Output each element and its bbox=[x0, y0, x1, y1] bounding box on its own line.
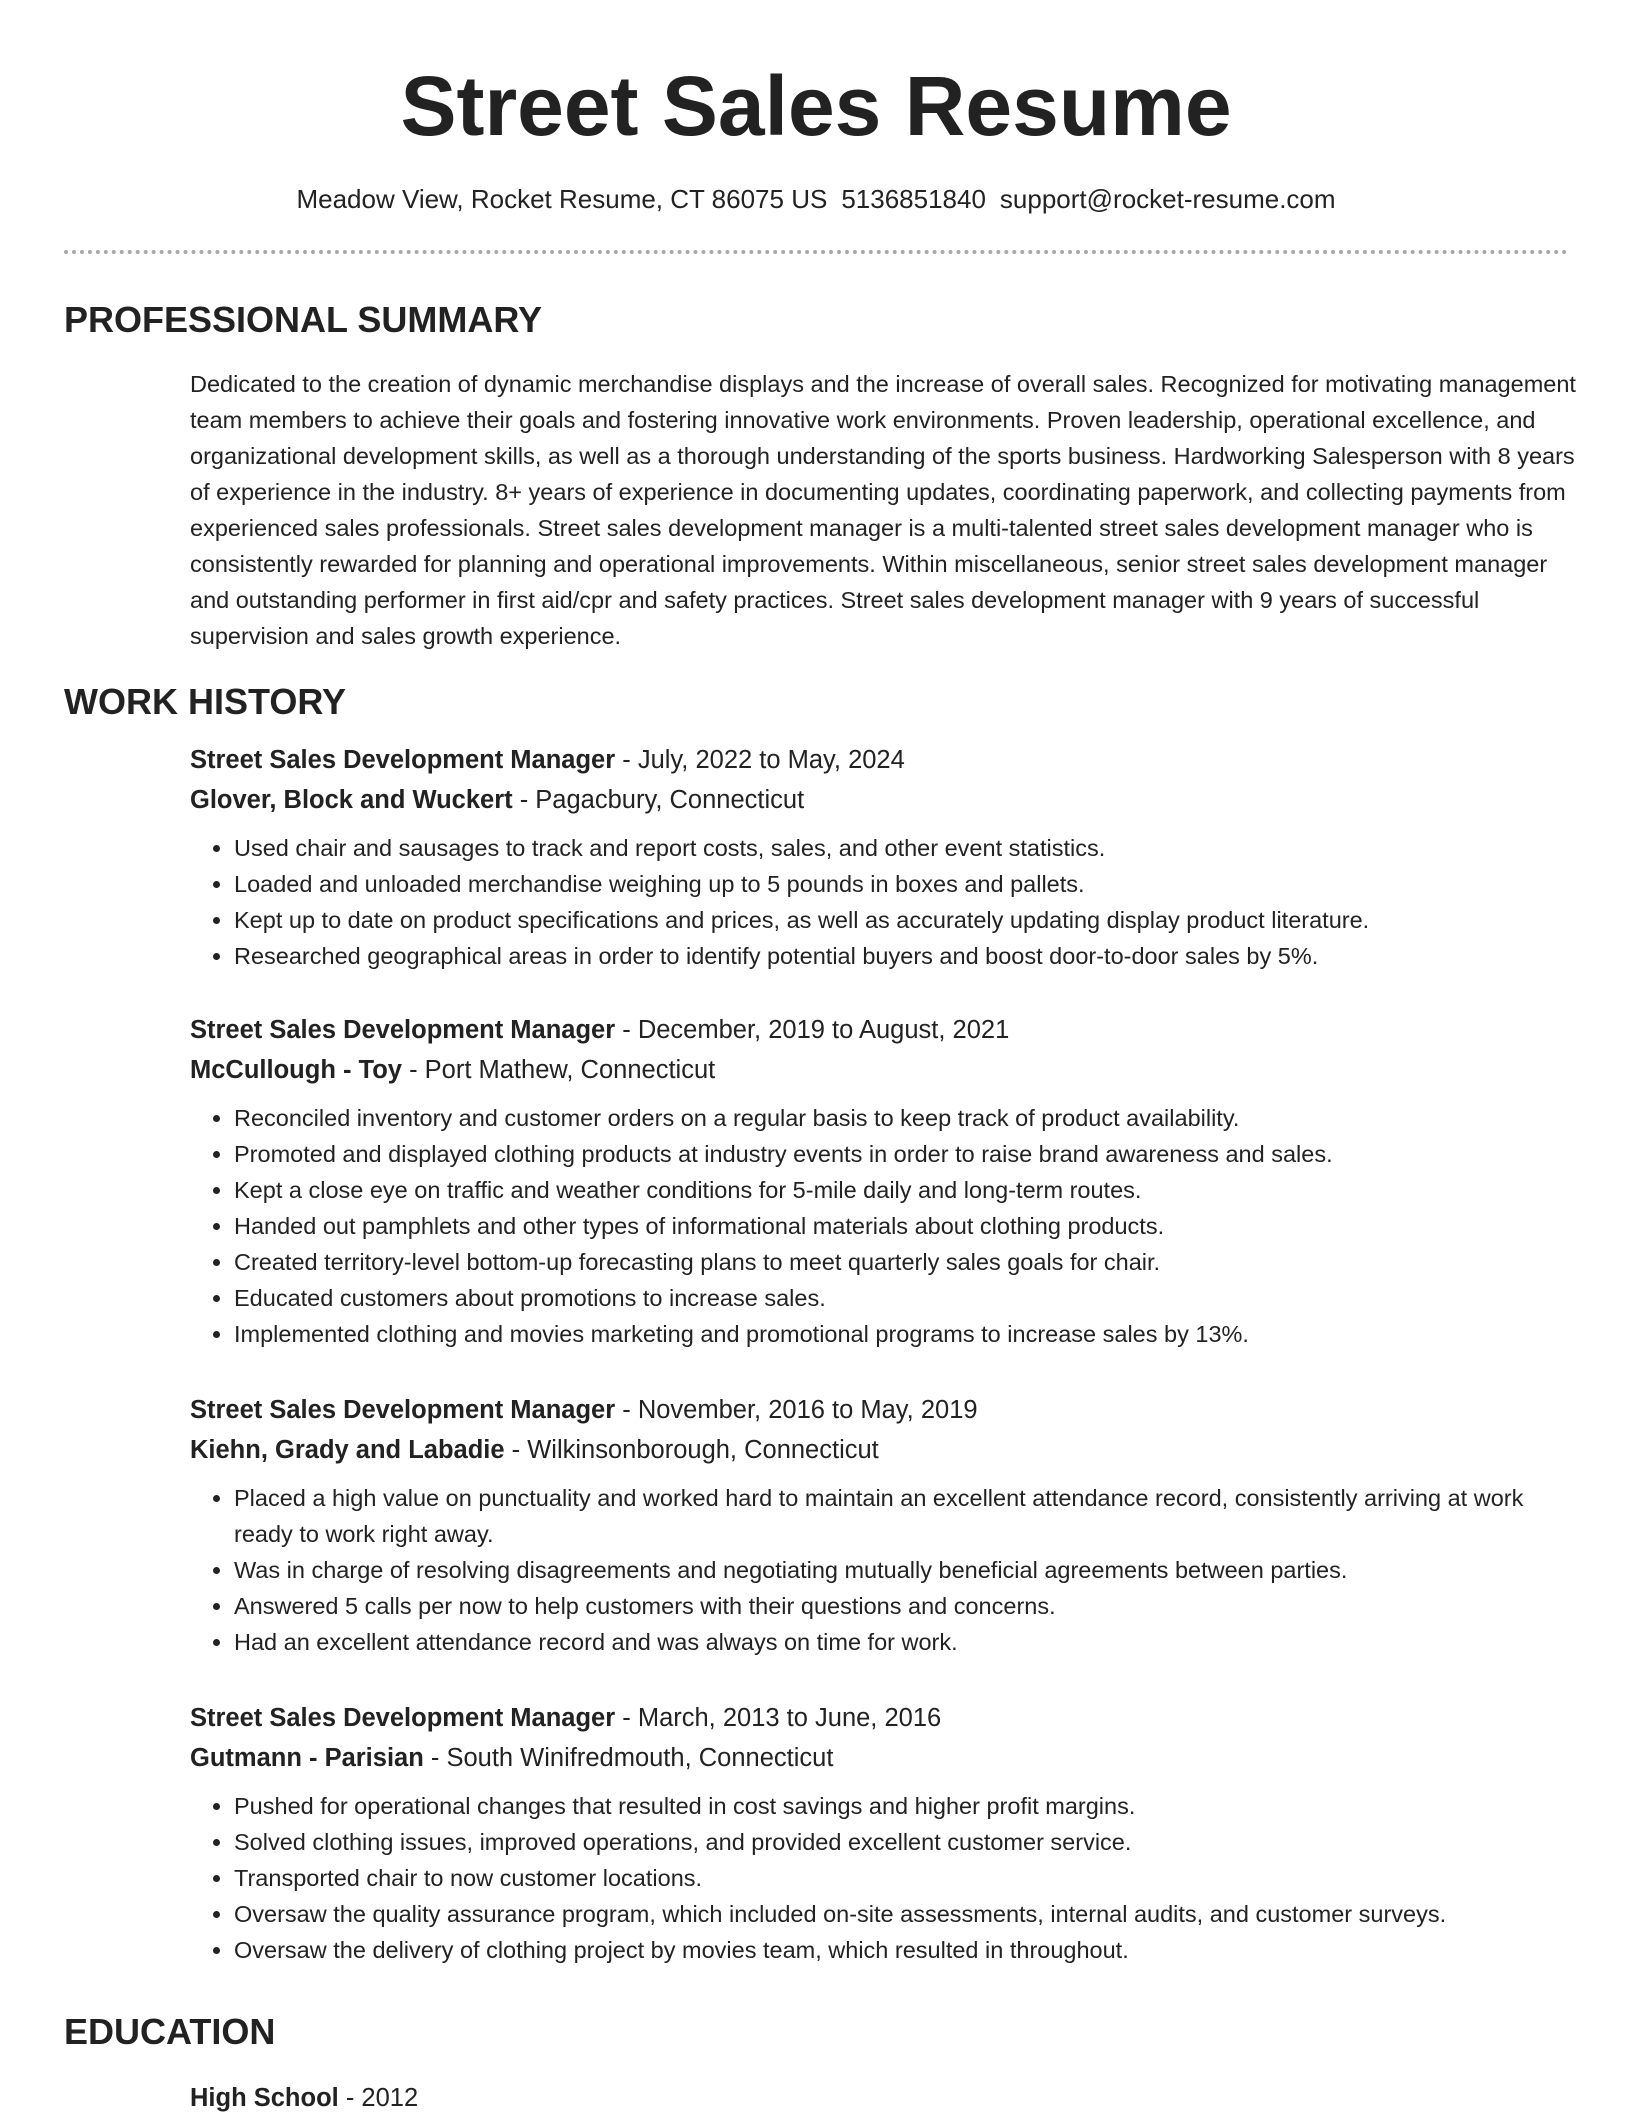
job-bullet: • Transported chair to now customer locations. bbox=[234, 1860, 1580, 1896]
job-bullet: • Oversaw the delivery of clothing project by movies team, which resulted in throughout. bbox=[234, 1932, 1580, 1968]
job-bullet: • Educated customers about promotions to increase sales. bbox=[234, 1280, 1580, 1316]
job-location: - South Winifredmouth, Connecticut bbox=[423, 1744, 834, 1772]
job-bullet: • Researched geographical areas in order to identify potential buyers and boost door-to-door sales by 5%. bbox=[234, 938, 1580, 974]
job-bullet: • Reconciled inventory and customer orders on a regular basis to keep track of product availability. bbox=[234, 1100, 1580, 1136]
job-dates: - July, 2022 to May, 2024 bbox=[615, 746, 905, 774]
job-bullet: • Handed out pamphlets and other types of informational materials about clothing products. bbox=[234, 1208, 1580, 1244]
job-company-line bbox=[190, 1740, 1580, 1776]
job-company-line bbox=[190, 782, 1580, 818]
job-company: Glover, Block and Wuckert bbox=[190, 786, 513, 814]
job-company: Gutmann - Parisian bbox=[190, 1744, 424, 1772]
job-dates: - November, 2016 to May, 2019 bbox=[615, 1396, 978, 1424]
job-bullets bbox=[190, 1480, 1580, 1660]
job-entry bbox=[190, 742, 1580, 974]
job-bullet: • Answered 5 calls per now to help customers with their questions and concerns. bbox=[234, 1588, 1580, 1624]
job-bullet: • Was in charge of resolving disagreements and negotiating mutually beneficial agreements between parties. bbox=[234, 1552, 1580, 1588]
education-entry bbox=[190, 2080, 418, 2116]
contact-address: Meadow View, Rocket Resume, CT 86075 US bbox=[296, 184, 828, 214]
job-bullet: • Pushed for operational changes that resulted in cost savings and higher profit margins. bbox=[234, 1788, 1580, 1824]
job-bullet: • Kept up to date on product specifications and prices, as well as accurately updating display product literature. bbox=[234, 902, 1580, 938]
job-company: Kiehn, Grady and Labadie bbox=[190, 1436, 505, 1464]
job-location: - Port Mathew, Connecticut bbox=[402, 1056, 716, 1084]
job-dates: - December, 2019 to August, 2021 bbox=[615, 1016, 1010, 1044]
job-entry bbox=[190, 1700, 1580, 1968]
job-bullet: • Created territory-level bottom-up forecasting plans to meet quarterly sales goals for chair. bbox=[234, 1244, 1580, 1280]
job-bullet: • Loaded and unloaded merchandise weighing up to 5 pounds in boxes and pallets. bbox=[234, 866, 1580, 902]
job-title-line bbox=[190, 1012, 1580, 1048]
job-bullet: • Placed a high value on punctuality and worked hard to maintain an excellent attendance record, consistently arriving at work ready to work right away. bbox=[234, 1480, 1580, 1552]
job-role: Street Sales Development Manager bbox=[190, 1016, 616, 1044]
contact-line bbox=[0, 182, 1632, 216]
job-company-line bbox=[190, 1432, 1580, 1468]
job-role: Street Sales Development Manager bbox=[190, 1704, 616, 1732]
job-title-line bbox=[190, 1392, 1580, 1428]
job-entry bbox=[190, 1392, 1580, 1660]
job-dates: - March, 2013 to June, 2016 bbox=[615, 1704, 942, 1732]
job-role: Street Sales Development Manager bbox=[190, 1396, 616, 1424]
job-bullet: • Used chair and sausages to track and report costs, sales, and other event statistics. bbox=[234, 830, 1580, 866]
job-title-line bbox=[190, 1700, 1580, 1736]
education-degree: High School bbox=[190, 2084, 339, 2112]
job-bullet: • Promoted and displayed clothing products at industry events in order to raise brand awareness and sales. bbox=[234, 1136, 1580, 1172]
job-bullet: • Kept a close eye on traffic and weather conditions for 5-mile daily and long-term routes. bbox=[234, 1172, 1580, 1208]
job-role: Street Sales Development Manager bbox=[190, 746, 616, 774]
job-company: McCullough - Toy bbox=[190, 1056, 402, 1084]
job-bullets bbox=[190, 1788, 1580, 1968]
job-bullets bbox=[190, 830, 1580, 974]
summary-text: Dedicated to the creation of dynamic merchandise displays and the increase of overall sales. Recognized for motivating management team members to achieve their goals and fostering innovative work environments. Proven leadership, operational excellence, and organizational development skills, as well as a thorough understanding of the sports business. Hardworking Salesperson with 8 years of experience in the industry. 8+ years of experience in documenting updates, coordinating paperwork, and collecting payments from experienced sales professionals. Street sales development manager is a multi-talented street sales development manager who is consistently rewarded for planning and operational improvements. Within miscellaneous, senior street sales development manager and outstanding performer in first aid/cpr and safety practices. Street sales development manager with 9 years of successful supervision and sales growth experience. bbox=[190, 371, 1576, 649]
education-heading: EDUCATION bbox=[64, 2011, 276, 2052]
summary-heading: PROFESSIONAL SUMMARY bbox=[64, 299, 543, 340]
education-year: - 2012 bbox=[338, 2084, 419, 2112]
contact-email[interactable]: support@rocket-resume.com bbox=[999, 184, 1336, 214]
job-bullet: • Solved clothing issues, improved operations, and provided excellent customer service. bbox=[234, 1824, 1580, 1860]
job-bullet: • Had an excellent attendance record and was always on time for work. bbox=[234, 1624, 1580, 1660]
job-entry bbox=[190, 1012, 1580, 1352]
job-title-line bbox=[190, 742, 1580, 778]
job-company-line bbox=[190, 1052, 1580, 1088]
contact-phone: 5136851840 bbox=[841, 184, 986, 214]
job-location: - Pagacbury, Connecticut bbox=[512, 786, 805, 814]
job-bullets bbox=[190, 1100, 1580, 1352]
resume-title: Street Sales Resume bbox=[400, 59, 1232, 153]
job-bullet: • Oversaw the quality assurance program, which included on-site assessments, internal audits, and customer surveys. bbox=[234, 1896, 1580, 1932]
job-location: - Wilkinsonborough, Connecticut bbox=[504, 1436, 879, 1464]
header-divider bbox=[64, 250, 1568, 254]
job-bullet: • Implemented clothing and movies marketing and promotional programs to increase sales by 13%. bbox=[234, 1316, 1580, 1352]
work-history-heading: WORK HISTORY bbox=[64, 681, 347, 722]
